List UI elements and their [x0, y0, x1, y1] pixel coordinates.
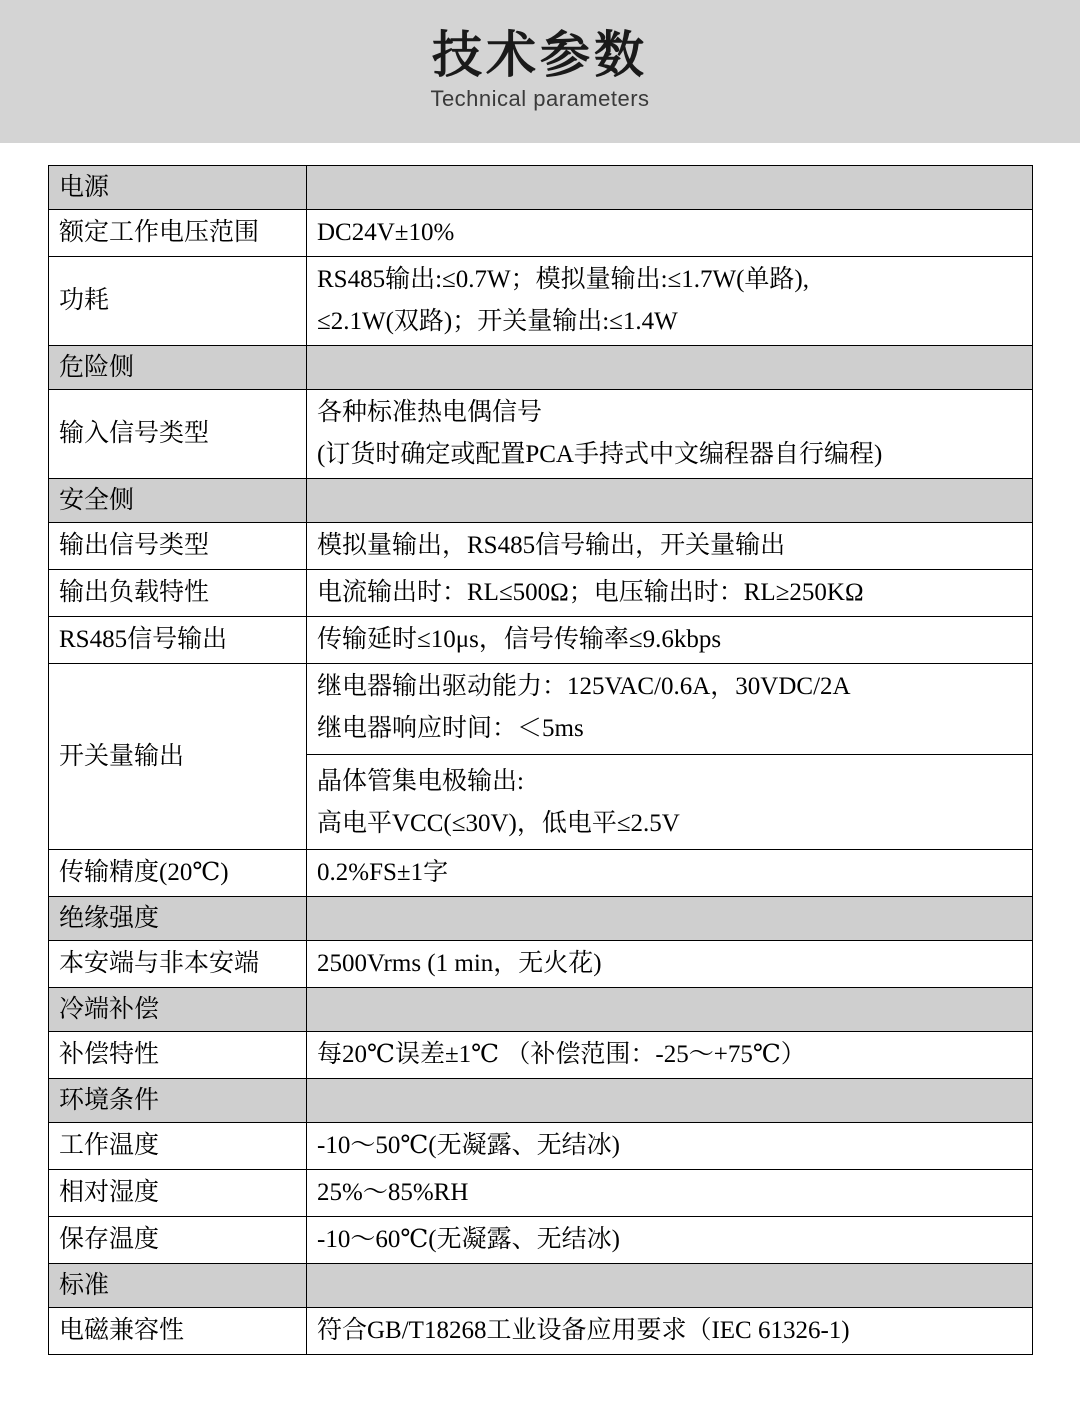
spec-row-label: 开关量输出	[49, 664, 307, 850]
spec-value-line: 各种标准热电偶信号	[317, 399, 543, 426]
spec-row-label: 相对湿度	[49, 1170, 307, 1217]
spec-section-value	[307, 988, 1033, 1032]
spec-row	[49, 664, 1033, 850]
spec-section-value	[307, 479, 1033, 523]
spec-value-line: 高电平VCC(≤30V)，低电平≤2.5V	[317, 810, 680, 837]
spec-row-value	[307, 617, 1033, 664]
spec-section-row	[49, 346, 1033, 390]
spec-row	[49, 1217, 1033, 1264]
spec-value-line: 25%～85%RH	[317, 1179, 469, 1206]
spec-section-row	[49, 897, 1033, 941]
spec-row-value	[307, 390, 1033, 479]
spec-value-line: 继电器输出驱动能力：125VAC/0.6A，30VDC/2A	[317, 673, 851, 700]
spec-section-label: 安全侧	[49, 479, 307, 523]
spec-row-value	[307, 1170, 1033, 1217]
spec-row	[49, 850, 1033, 897]
spec-value-line: 模拟量输出，RS485信号输出，开关量输出	[317, 532, 786, 559]
spec-table-wrapper	[48, 165, 1032, 1355]
spec-value-subblock	[307, 754, 1032, 843]
spec-row-label: 额定工作电压范围	[49, 210, 307, 257]
spec-row	[49, 523, 1033, 570]
spec-row	[49, 390, 1033, 479]
spec-row	[49, 1308, 1033, 1355]
spec-value-line: 每20℃误差±1℃ （补偿范围：-25～+75℃）	[317, 1041, 806, 1068]
spec-row-value	[307, 664, 1033, 850]
spec-section-label: 绝缘强度	[49, 897, 307, 941]
spec-value-line: 电流输出时：RL≤500Ω；电压输出时：RL≥250KΩ	[317, 579, 864, 606]
spec-section-value	[307, 166, 1033, 210]
spec-row-value	[307, 1032, 1033, 1079]
spec-value-line: 传输延时≤10μs，信号传输率≤9.6kbps	[317, 626, 722, 653]
spec-value-line: 2500Vrms (1 min，无火花)	[317, 950, 602, 977]
spec-value-line: 晶体管集电极输出:	[317, 768, 524, 795]
spec-section-label: 危险侧	[49, 346, 307, 390]
spec-row	[49, 570, 1033, 617]
spec-value-line: 符合GB/T18268工业设备应用要求（IEC 61326-1)	[317, 1317, 850, 1344]
spec-section-label: 环境条件	[49, 1079, 307, 1123]
spec-section-label: 标准	[49, 1264, 307, 1308]
spec-value-line: (订货时确定或配置PCA手持式中文编程器自行编程)	[317, 441, 883, 468]
spec-value-line: -10～50℃(无凝露、无结冰)	[317, 1132, 620, 1159]
spec-section-row	[49, 1079, 1033, 1123]
spec-row-value	[307, 850, 1033, 897]
spec-section-row	[49, 166, 1033, 210]
spec-value-line: RS485输出:≤0.7W；模拟量输出:≤1.7W(单路),	[317, 266, 810, 293]
spec-row-value	[307, 570, 1033, 617]
spec-row-label: 电磁兼容性	[49, 1308, 307, 1355]
spec-section-label: 电源	[49, 166, 307, 210]
page-subtitle: Technical parameters	[430, 86, 650, 111]
spec-row	[49, 257, 1033, 346]
spec-row-value	[307, 210, 1033, 257]
page-title: 技术参数	[432, 27, 648, 83]
spec-row-label: 传输精度(20℃)	[49, 850, 307, 897]
spec-row-label: 保存温度	[49, 1217, 307, 1264]
spec-row-value	[307, 257, 1033, 346]
spec-value-line: ≤2.1W(双路)；开关量输出:≤1.4W	[317, 308, 678, 335]
spec-row	[49, 1032, 1033, 1079]
spec-row	[49, 210, 1033, 257]
spec-row-label: 功耗	[49, 257, 307, 346]
spec-row	[49, 1170, 1033, 1217]
spec-row-label: 工作温度	[49, 1123, 307, 1170]
spec-section-value	[307, 1079, 1033, 1123]
spec-table	[48, 165, 1033, 1355]
spec-section-label: 冷端补偿	[49, 988, 307, 1032]
spec-section-value	[307, 1264, 1033, 1308]
spec-row-label: 本安端与非本安端	[49, 941, 307, 988]
spec-value-line: 0.2%FS±1字	[317, 859, 449, 886]
spec-row-label: 输出负载特性	[49, 570, 307, 617]
page-header	[0, 0, 1080, 143]
spec-value-line: 继电器响应时间：＜5ms	[317, 715, 584, 742]
spec-section-value	[307, 897, 1033, 941]
spec-value-line: DC24V±10%	[317, 219, 455, 246]
spec-row	[49, 617, 1033, 664]
spec-row-value	[307, 1308, 1033, 1355]
spec-row-label: RS485信号输出	[49, 617, 307, 664]
spec-section-row	[49, 479, 1033, 523]
spec-row-label: 输入信号类型	[49, 390, 307, 479]
spec-row-label: 输出信号类型	[49, 523, 307, 570]
spec-value-line: -10～60℃(无凝露、无结冰)	[317, 1226, 620, 1253]
spec-row-value	[307, 941, 1033, 988]
spec-row-value	[307, 523, 1033, 570]
spec-row-label: 补偿特性	[49, 1032, 307, 1079]
spec-row	[49, 941, 1033, 988]
spec-table-body	[49, 166, 1033, 1355]
spec-section-row	[49, 1264, 1033, 1308]
spec-row-value	[307, 1123, 1033, 1170]
spec-row	[49, 1123, 1033, 1170]
spec-row-value	[307, 1217, 1033, 1264]
spec-section-value	[307, 346, 1033, 390]
spec-section-row	[49, 988, 1033, 1032]
